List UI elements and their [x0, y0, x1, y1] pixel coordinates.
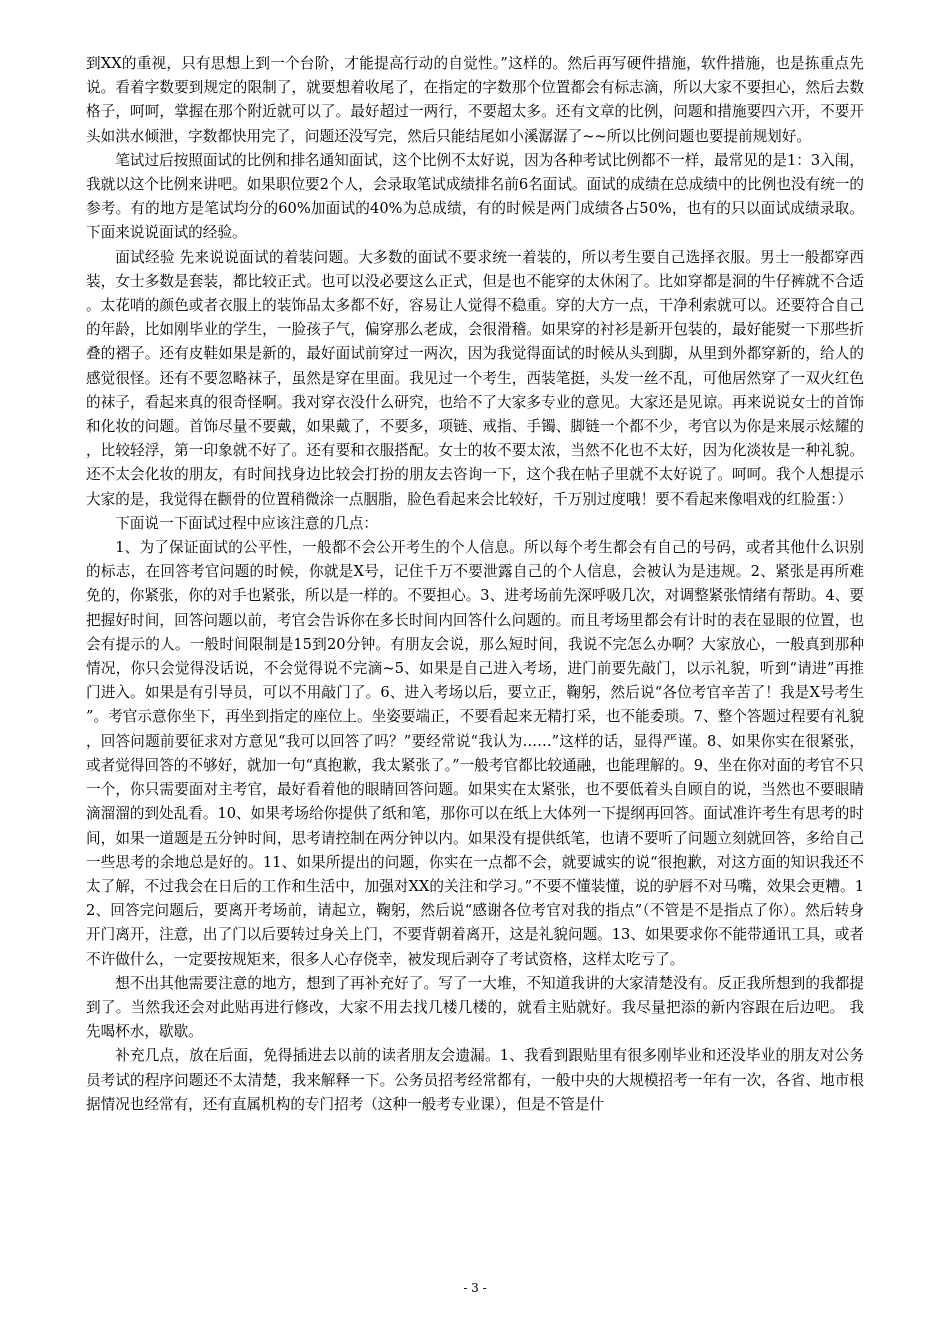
paragraph-7: 补充几点，放在后面，免得插进去以前的读者朋友会遗漏。1、我看到跟贴里有很多刚毕业和还没毕业的朋友对公务员考试的程序问题还不太清楚，我来解释一下。公务员招考经常都有，一般中央的大规模招考一年有一次，各省、地市根据情况也经常有，还有直属机构的专门招考（这种一般考专业课），但是不管是什 [86, 1047, 864, 1113]
paragraph-3: 面试经验 先来说说面试的着装问题。大多数的面试不要求统一着装的，所以考生要自己选择衣服。男士一般都穿西装，女士多数是套装，都比较正式。也可以没必要这么正式，但是也不能穿的太休闲了。比如穿都是洞的牛仔裤就不合适。太花哨的颜色或者衣服上的装饰品太多都不好，容易让人觉得不稳重。穿的大方一点，干净利索就可以。还要符合自己的年龄，比如刚毕业的学生，一脸孩子气，偏穿那么老成，会很滑稽。如果穿的衬衫是新开包装的，最好能熨一下那些折叠的褶子。还有皮鞋如果是新的，最好面试前穿过一两次，因为我觉得面试的时候从头到脚，从里到外都穿新的，给人的感觉很怪。还有不要忽略袜子，虽然是穿在里面。我见过一个考生，西装笔挺，头发一丝不乱，可他居然穿了一双火红色的袜子，看起来真的很奇怪啊。我对穿衣没什么研究，也给不了大家多专业的意见。大家还是见谅。再来说说女士的首饰和化妆的问题。首饰尽量不要戴，如果戴了，不要多，项链、戒指、手镯、脚链一个都不少，考官以为你是来展示炫耀的，比较轻浮，第一印象就不好了。还有要和衣服搭配。女士的妆不要太浓，当然不化也不太好，因为化淡妆是一种礼貌。还不太会化妆的朋友，有时间找身边比较会打扮的朋友去咨询一下，这个我在帖子里就不太好说了。呵呵。我个人想提示大家的是，我觉得在颧骨的位置稍微涂一点胭脂，脸色看起来会比较好，千万别过度哦！要不看起来像唱戏的红脸蛋：） [86, 248, 864, 508]
document-page [86, 52, 864, 1117]
paragraph-5: 1、为了保证面试的公平性，一般都不会公开考生的个人信息。所以每个考生都会有自己的号码，或者其他什么识别的标志，在回答考官问题的时候，你就是X号，记住千万不要泄露自己的个人信息，会被认为是违规。2、紧张是再所难免的，你紧张，你的对手也紧张，所以是一样的。不要担心。3、进考场前先深呼吸几次，对调整紧张情绪有帮助。4、要把握好时间，回答问题以前，考官会告诉你在多长时间内回答什么问题的。而且考场里都会有计时的表在显眼的位置，也会有提示的人。一般时间限制是15到20分钟。有朋友会说，那么短时间，我说不完怎么办啊？大家放心，一般真到那种情况，你只会觉得没话说，不会觉得说不完滴~5、如果是自己进入考场，进门前要先敲门，以示礼貌，听到“请进”再推门进入。如果是有引导员，可以不用敲门了。6、进入考场以后，要立正，鞠躬，然后说“各位考官辛苦了！我是X号考生”。考官示意你坐下，再坐到指定的座位上。坐姿要端正，不要看起来无精打采，也不能委琐。7、整个答题过程要有礼貌，回答问题前要征求对方意见“我可以回答了吗？”要经常说“我认为……”这样的话，显得严谨。8、如果你实在很紧张，或者觉得回答的不够好，就加一句“真抱歉，我太紧张了。”一般考官都比较通融，也能理解的。9、坐在你对面的考官不只一个，你只需要面对主考官，最好看着他的眼睛回答问题。如果实在太紧张，也不要低着头自顾自的说，当然也不要眼睛滴溜溜的到处乱看。10、如果考场给你提供了纸和笔，那你可以在纸上大体列一下提纲再回答。面试准许考生有思考的时间，如果一道题是五分钟时间，思考请控制在两分钟以内。如果没有提供纸笔，也请不要听了问题立刻就回答，多给自己一些思考的余地总是好的。11、如果所提出的问题，你实在一点都不会，就要诚实的说“很抱歉，对这方面的知识我还不太了解，不过我会在日后的工作和生活中，加强对XX的关注和学习。”不要不懂装懂，说的驴唇不对马嘴，效果会更糟。12、回答完问题后，要离开考场前，请起立，鞠躬，然后说“感谢各位考官对我的指点”（不管是不是指点了你）。然后转身开门离开，注意，出了门以后要转过身关上门，不要背朝着离开，这是礼貌问题。13、如果要求你不能带通讯工具，或者不许做什么，一定要按规矩来，很多人心存侥幸，被发现后剥夺了考试资格，这样太吃亏了。 [86, 539, 864, 968]
paragraph-6: 想不出其他需要注意的地方，想到了再补充好了。写了一大堆，不知道我讲的大家清楚没有。反正我所想到的我都提到了。当然我还会对此贴再进行修改，大家不用去找几楼几楼的，就看主贴就好。我尽量把添的新内容跟在后边吧。 我先喝杯水，歇歇。 [86, 974, 864, 1041]
paragraph-4: 下面说一下面试过程中应该注意的几点： [115, 514, 378, 532]
paragraph-1: 到XX的重视，只有思想上到一个台阶，才能提高行动的自觉性。”这样的。然后再写硬件措施，软件措施，也是拣重点先说。看着字数要到规定的限制了，就要想着收尾了，在指定的字数那个位置都会有标志滴，所以大家不要担心，然后去数格子，呵呵，掌握在那个附近就可以了。最好超过一两行，不要超太多。还有文章的比例，问题和措施要四六开，不要开头如洪水倾泄，字数都快用完了，问题还没写完，然后只能结尾如小溪潺潺了~~所以比例问题也要提前规划好。 [86, 55, 864, 145]
page-number: - 3 - [463, 1281, 487, 1295]
paragraph-2: 笔试过后按照面试的比例和排名通知面试，这个比例不太好说，因为各种考试比例都不一样，最常见的是1：3入闱，我就以这个比例来讲吧。如果职位要2个人，会录取笔试成绩排名前6名面试。面试的成绩在总成绩中的比例也没有统一的参考。有的地方是笔试均分的60%加面试的40%为总成绩，有的时候是两门成绩各占50%，也有的只以面试成绩录取。下面来说说面试的经验。 [86, 151, 864, 242]
